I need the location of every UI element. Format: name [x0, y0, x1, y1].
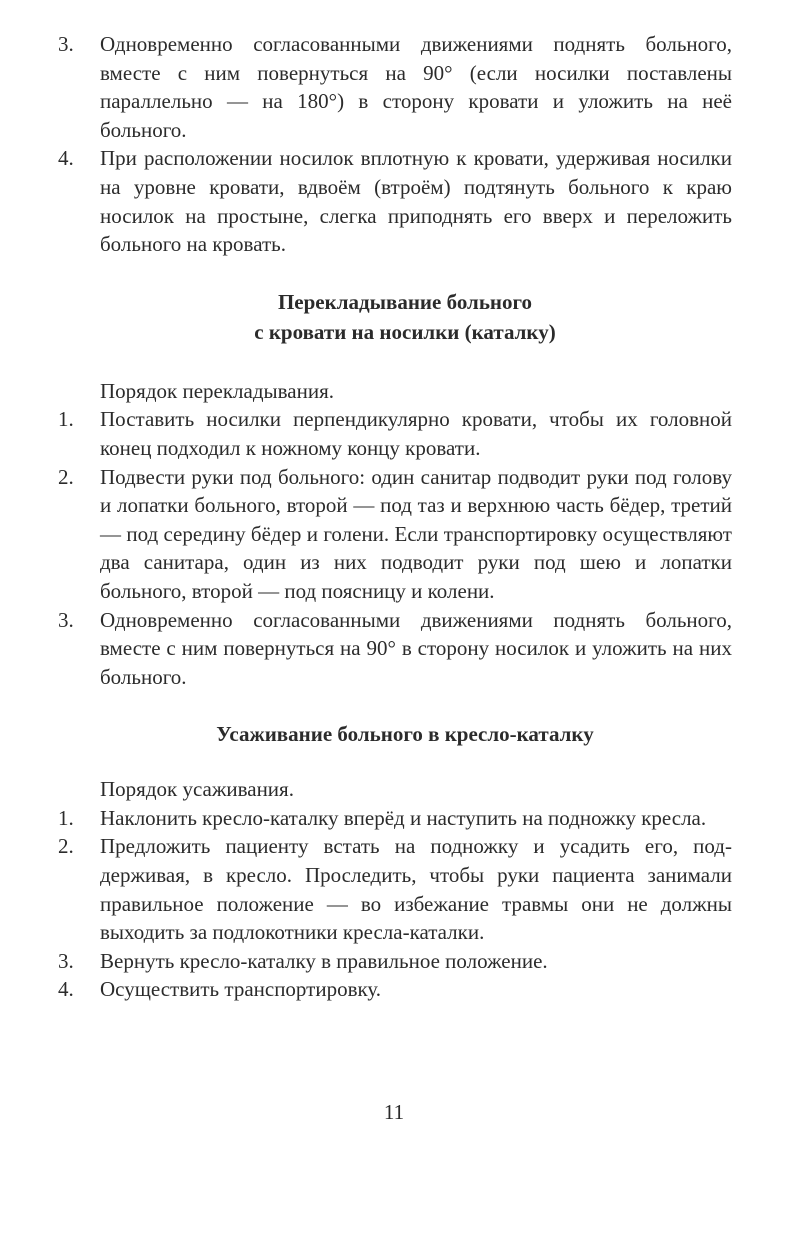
section-heading-line: с кровати на носилки (каталку) — [254, 319, 556, 344]
list-item-text: Осуществить транспортировку. — [100, 977, 382, 1002]
page-number: 11 — [383, 1100, 405, 1124]
list-item — [58, 832, 732, 946]
section-heading-transfer — [58, 287, 732, 347]
list-item — [58, 975, 732, 1004]
list-item-number: 2. — [58, 834, 74, 859]
list-item-text: Вернуть кресло-каталку в правильное положение. — [100, 948, 548, 973]
list-item — [58, 405, 732, 462]
list-item-number: 4. — [58, 146, 74, 171]
list-item-number: 3. — [58, 607, 74, 632]
procedure-intro: Порядок усаживания. — [100, 777, 294, 802]
list-item — [58, 947, 732, 976]
list-item-text: Одновременно согласованными движениями поднять больного, вместе с ним повернуться на 90° в сторону носилок и уложить на них больного. — [100, 607, 732, 689]
list-item-text: Одновременно согласованными движениями поднять больного, вместе с ним повернуться на 90° (если носилки поставлены параллельно — на 180°) в сторону кровати и уложить на неё больного. — [100, 32, 732, 142]
section-heading-line: Перекладывание больного — [277, 289, 533, 314]
list-item — [58, 606, 732, 692]
procedure-intro: Порядок перекладывания. — [100, 378, 334, 403]
list-item-number: 3. — [58, 948, 74, 973]
list-item — [58, 144, 732, 258]
list-item-text: При расположении носилок вплотную к кровати, удерживая носилки на уровне кровати, вдвоём (втроём) подтянуть больного к краю носилок на простыне, слегка приподнять его вверх и переложить больного на кровать. — [100, 146, 732, 257]
list-item-number: 2. — [58, 464, 74, 489]
list-item — [58, 463, 732, 606]
list-item-number: 3. — [58, 32, 74, 56]
list-item-text: Подвести руки под больного: один санитар подводит руки под голову и лопатки больного, второй — под таз и верхнюю часть бёдер, третий — под середину бёдер и голени. Если транспортировку осуществляют два санитара, один из них подводит руки под шею и лопатки больного, второй — под поясницу и колени. — [100, 464, 732, 603]
list-item-text: Предложить пациенту встать на подножку и усадить его, поддерживая, в кресло. Проследить, чтобы руки пациента занимали правильное положение — во избежание травмы они не должны выходить за подлокотники кресла-каталки. — [100, 834, 732, 945]
list-item-number: 1. — [58, 407, 74, 432]
list-item-text: Наклонить кресло-каталку вперёд и наступить на подножку кресла. — [100, 805, 707, 830]
list-item-number: 4. — [58, 977, 74, 1002]
list-item — [58, 30, 732, 144]
section-heading-wheelchair: Усаживание больного в кресло-каталку — [216, 722, 594, 747]
list-item-text: Поставить носилки перпендикулярно кровати, чтобы их головной конец подходил к ножному концу кровати. — [100, 407, 732, 460]
list-item — [58, 804, 732, 833]
list-item-number: 1. — [58, 805, 74, 830]
page-content — [58, 30, 732, 1004]
